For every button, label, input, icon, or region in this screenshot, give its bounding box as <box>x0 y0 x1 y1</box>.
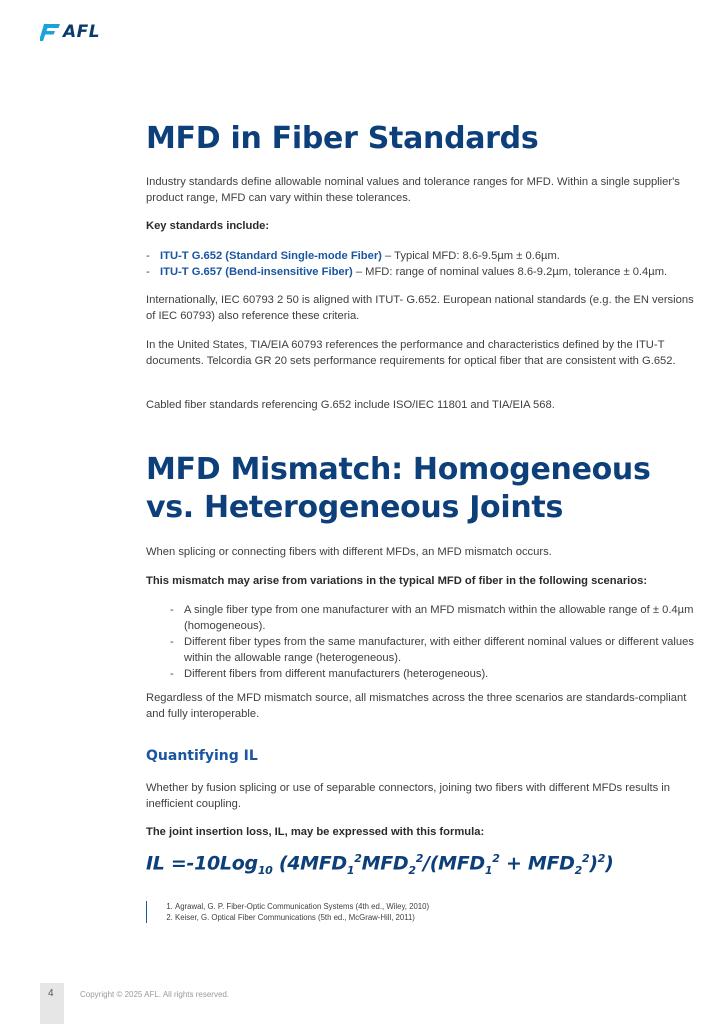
list-item: - A single fiber type from one manufacturer with an MFD mismatch within the allowable range of ± 0.4µm (homogeneous). <box>170 602 694 634</box>
copyright-text: Copyright © 2025 AFL. All rights reserved. <box>80 990 230 999</box>
key-standards-heading: Key standards include: <box>146 220 270 232</box>
quantifying-il-heading: Quantifying IL <box>146 748 258 764</box>
formula-heading: The joint insertion loss, IL, may be expressed with this formula: <box>146 826 485 838</box>
standard-name: ITU-T G.657 (Bend-insensitive Fiber) <box>160 266 353 278</box>
list-item: - Different fiber types from the same manufacturer, with either different nominal values or different values within the allowable range (heterogeneous). <box>170 634 694 666</box>
quantifying-intro: Whether by fusion splicing or use of separable connectors, joining two fibers with different MFDs results in inefficient coupling. <box>146 782 670 810</box>
list-item <box>146 248 694 264</box>
section-title-mfd-mismatch: MFD Mismatch: Homogeneous vs. Heterogeneous Joints <box>146 452 651 525</box>
international-paragraph: Internationally, IEC 60793 2 50 is aligned with ITUT- G.652. European national standards (e.g. the EN versions of IEC 60793) also reference these criteria. <box>146 294 694 322</box>
il-formula: IL =-10Log$_{10}$ $(4MFD_1^2MFD_2^2/(MFD_1^2 + MFD_2^2)^2)$ <box>146 852 614 878</box>
standard-desc: – Typical MFD: 8.6-9.5µm ± 0.6µm. <box>381 250 560 262</box>
reference-item: 1. Agrawal, G. P. Fiber-Optic Communication Systems (4th ed., Wiley, 2010) <box>175 901 694 912</box>
references <box>146 901 694 923</box>
logo-text: AFL <box>63 22 101 42</box>
mismatch-intro: When splicing or connecting fibers with different MFDs, an MFD mismatch occurs. <box>146 546 552 558</box>
list-item <box>146 264 694 280</box>
standards-list <box>146 248 694 280</box>
scenarios-heading: This mismatch may arise from variations in the typical MFD of fiber in the following scenarios: <box>146 575 648 587</box>
reference-item: 2. Keiser, G. Optical Fiber Communications (5th ed., McGraw-Hill, 2011) <box>175 912 694 923</box>
us-paragraph: In the United States, TIA/EIA 60793 references the performance and characteristics defined by the ITU-T documents. Telcordia GR 20 sets performance requirements for optical fiber that are consistent with G.652. <box>146 339 676 367</box>
section-title-fiber-standards: MFD in Fiber Standards <box>146 121 539 156</box>
cabled-paragraph: Cabled fiber standards referencing G.652 include ISO/IEC 11801 and TIA/EIA 568. <box>146 399 555 411</box>
afl-logo <box>40 22 100 42</box>
standard-name: ITU-T G.652 (Standard Single-mode Fiber) <box>160 250 382 262</box>
scenarios-list <box>146 602 694 682</box>
standard-desc: – MFD: range of nominal values 8.6-9.2µm, tolerance ± 0.4µm. <box>352 266 668 278</box>
page-number: 4 <box>48 988 54 999</box>
afl-logo-mark-icon <box>40 24 60 41</box>
list-item: - Different fibers from different manufacturers (heterogeneous). <box>170 666 694 682</box>
regardless-paragraph: Regardless of the MFD mismatch source, all mismatches across the three scenarios are standards-compliant and fully interoperable. <box>146 692 687 720</box>
standards-intro: Industry standards define allowable nominal values and tolerance ranges for MFD. Within a single supplier's product range, MFD can vary within these tolerances. <box>146 176 680 204</box>
